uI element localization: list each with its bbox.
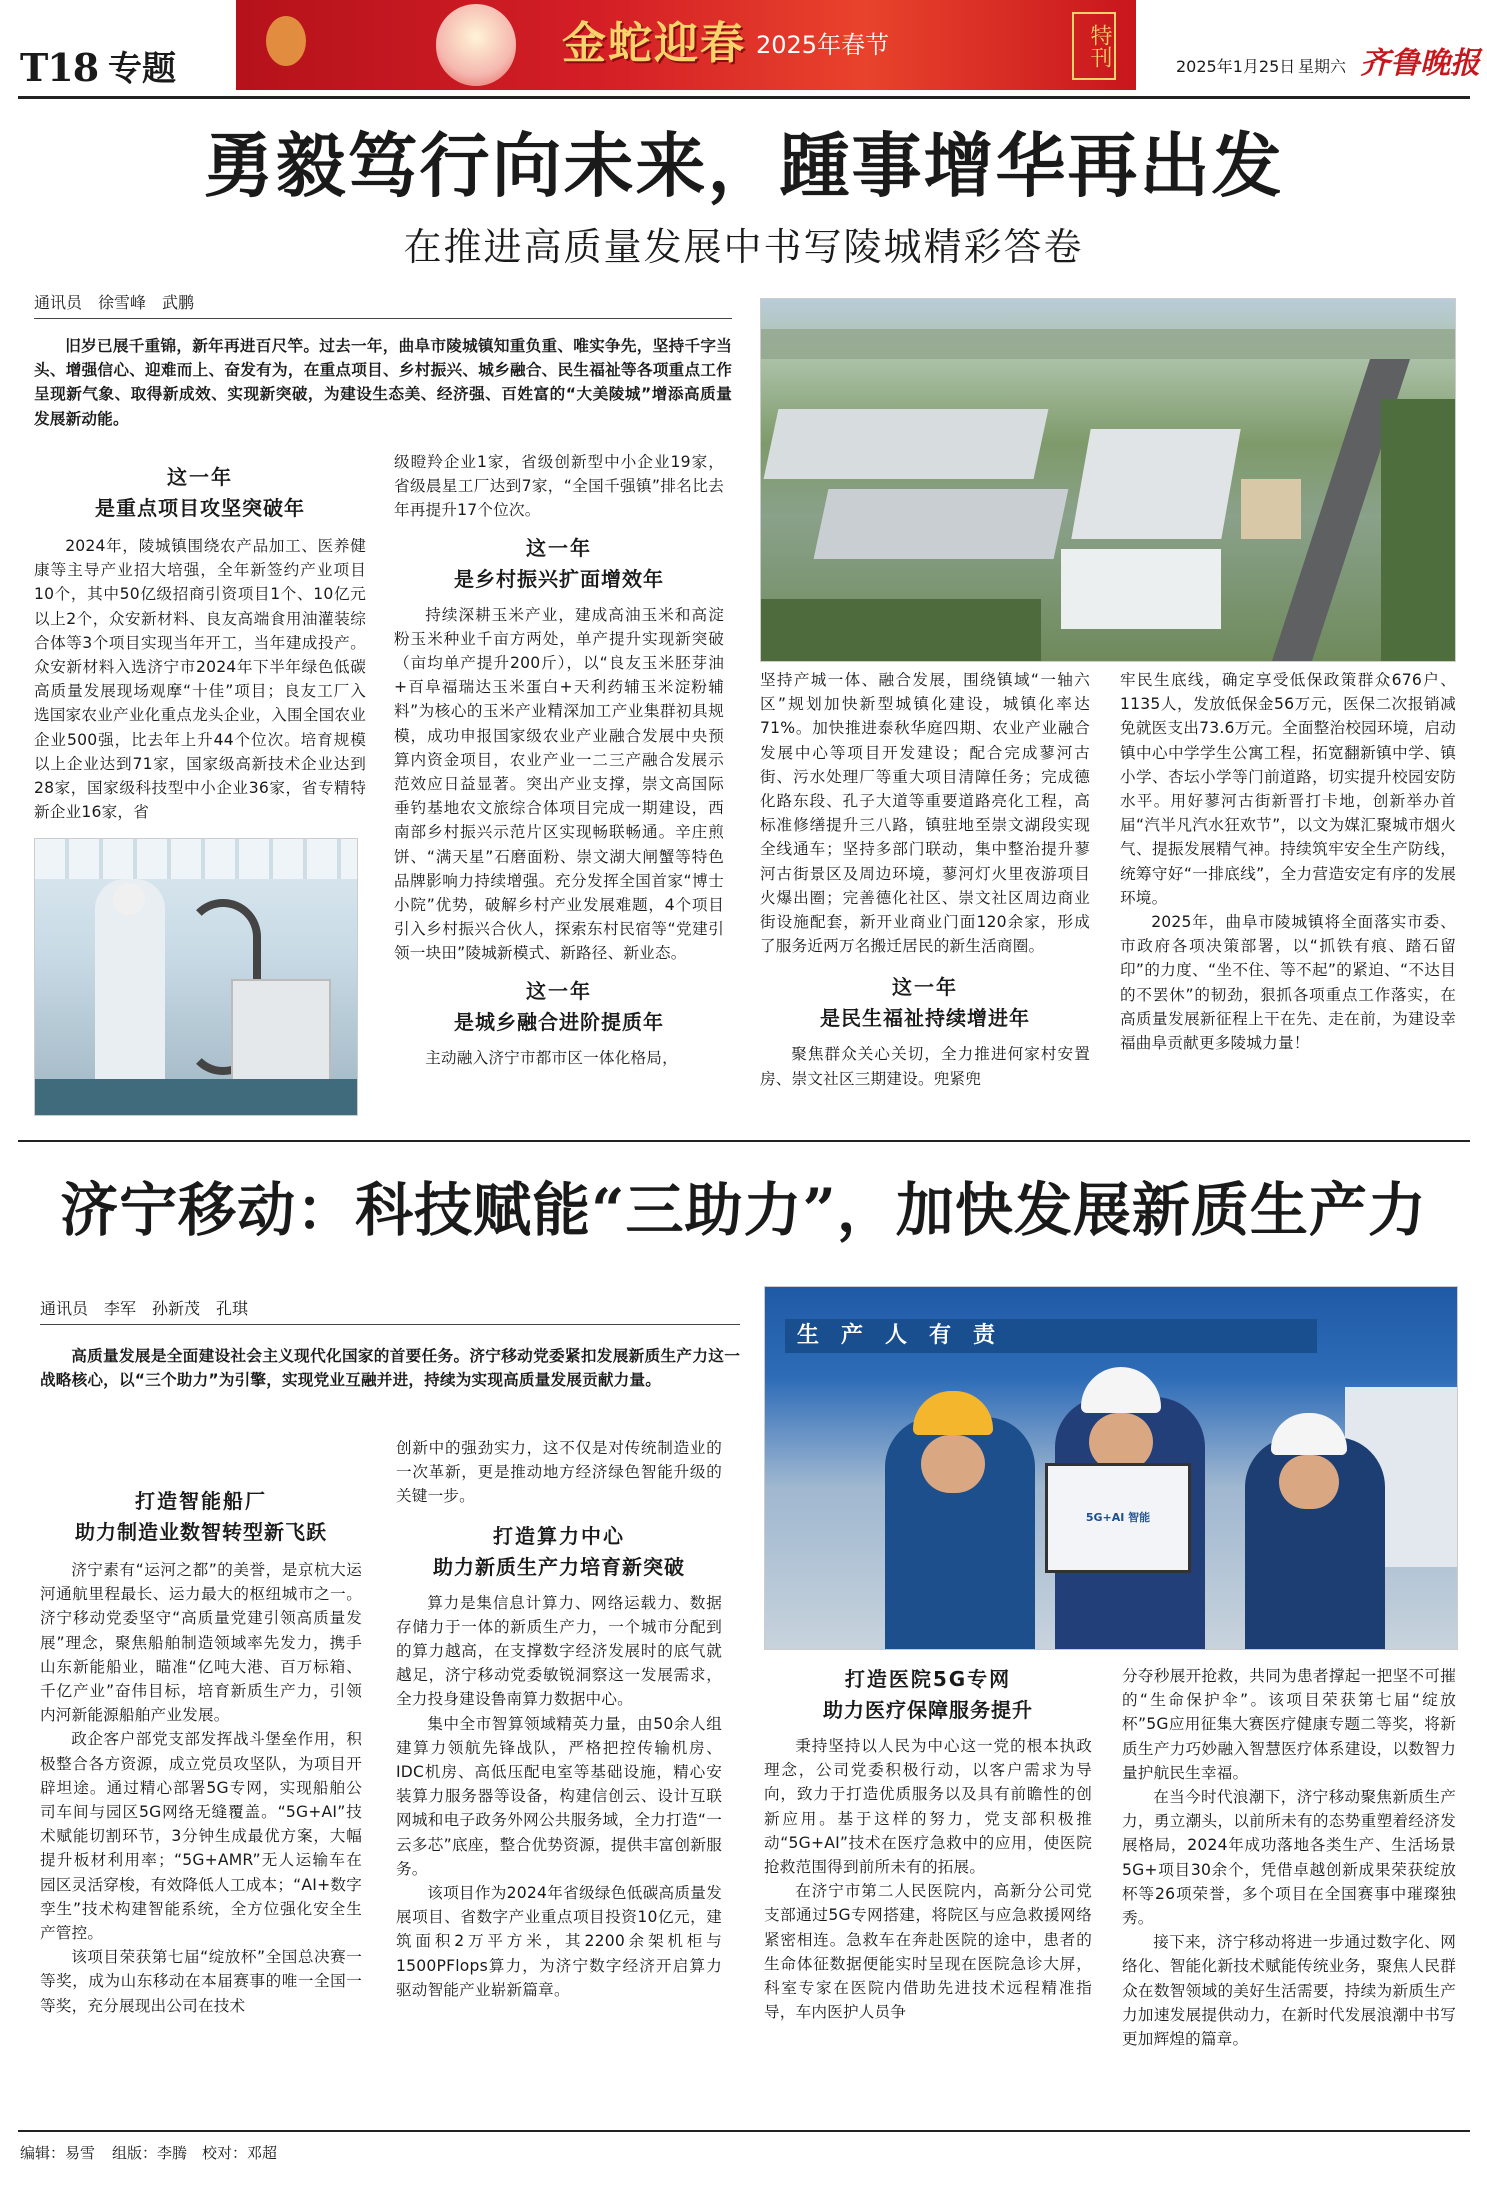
a1-s3-title: 是城乡融合进阶提质年 (454, 1009, 664, 1034)
laptop-screen: 5G+AI 智能 (1045, 1463, 1191, 1573)
a1-s1-title: 是重点项目攻坚突破年 (95, 496, 305, 520)
shipyard-engineers-photo (764, 1286, 1458, 1650)
section-name: 专题 (108, 49, 176, 89)
footer-editor: 编辑：易雪 (20, 2144, 96, 2162)
article1-headline: 勇毅笃行向未来，踵事增华再出发 (203, 124, 1284, 207)
banner-subtitle: 2025年春节 (756, 31, 890, 59)
a1-s2-title: 是乡村振兴扩面增效年 (454, 566, 664, 591)
a2-s1-body2: 政企客户部党支部发挥战斗堡垒作用，积极整合各方资源，成立党员攻坚队，为项目开辟坦途。通过精心部署5G专网，实现船舶公司车间与园区5G网络无缝覆盖。“5G+AI”技术赋能切割环节，3分钟生成最优方案，大幅提升板材利用率；“5G+AMR”无人运输车在园区灵活穿梭，有效降低人工成本；“AI+数字孪生”技术构建智能系统，全方位强化安全生产管控。 (40, 1730, 362, 1943)
snake-mascot-icon (436, 4, 516, 86)
a2-s3-body1: 秉持坚持以人民为中心这一党的根本执政理念，公司党委积极行动，以客户需求为导向，致力于打造优质服务以及具有前瞻性的创新应用。基于这样的努力，党支部积极推动“5G+AI”技术在医疗急救中的应用，使医院抢救范围得到前所未有的拓展。 (764, 1737, 1092, 1877)
a2-col4-body2: 在当今时代浪潮下，济宁移动聚焦新质生产力，勇立潮头，以前所未有的态势重塑着经济发展格局，2024年成功落地各类生产、生活场景5G+项目30余个，凭借卓越创新成果荣获绽放杯等26项荣誉，多个项目在全国赛事中璀璨独秀。 (1122, 1788, 1456, 1928)
a1-col3-body: 坚持产城一体、融合发展，围绕镇域“一轴六区”规划加快新型城镇化建设，城镇化率达71%。加快推进泰秋华庭四期、农业产业融合发展中心等项目开发建设；配合完成蓼河古街、污水处理厂等重大项目清障任务；完成德化路东段、孔子大道等重要道路亮化工程，高标准修缮提升三八路，镇驻地至崇文湖段实现全线通车；坚持多部门联动，集中整治提升蓼河古街景区及周边环境，蓼河灯火里夜游项目火爆出圈；完善德化社区、崇文社区周边商业街设施配套，新开业商业门面120余家，形成了服务近两万名搬迁居民的新生活商圈。 (760, 671, 1090, 956)
a2-s3-body2: 在济宁市第二人民医院内，高新分公司党支部通过5G专网搭建，将院区与应急救援网络紧密相连。急救车在奔赴医院的途中，患者的生命体征数据便能实时呈现在医院急诊大屏，科室专家在医院内借助先进技术远程精准指导，车内医护人员争 (764, 1882, 1092, 2022)
mid-rule (18, 1140, 1470, 1142)
a2-col4 (1122, 1664, 1456, 2051)
factory-worker-photo (34, 838, 358, 1116)
a1-s4-body: 聚焦群众关心关切，全力推进何家村安置房、崇文社区三期建设。兜紧兜 (760, 1045, 1090, 1088)
article2-byline: 通讯员 李军 孙新茂 孔琪 (40, 1298, 740, 1325)
article1-byline: 通讯员 徐雪峰 武鹏 (34, 292, 732, 319)
a2-col1 (40, 1486, 362, 2018)
a1-col4-closing: 2025年，曲阜市陵城镇将全面落实市委、市政府各项决策部署，以“抓铁有痕、踏石留印”的力度、“坐不住、等不起”的紧迫、“不达目的不罢休”的韧劲，狠抓各项重点工作落实，在高质量发展新征程上干在先、走在前，为建设幸福曲阜贡献更多陵城力量！ (1120, 913, 1456, 1053)
a2-col4-body1: 分夺秒展开抢救，共同为患者撑起一把坚不可摧的“生命保护伞”。该项目荣获第七届“绽放杯”5G应用征集大赛医疗健康专题二等奖，将新质生产力巧妙融入智慧医疗体系建设，以数智力量护航民生幸福。 (1122, 1667, 1456, 1782)
a1-s3-kicker: 这一年 (526, 978, 592, 1003)
a1-col4 (1120, 668, 1456, 1055)
a2-s2-body3: 该项目作为2024年省级绿色低碳高质量发展项目、省数字产业重点项目投资10亿元，建筑面积2万平方米，其2200余架机柜与1500PFlops算力，为济宁数字经济开启算力驱动智能产业崭新篇章。 (396, 1884, 722, 1999)
issue-weekday: 星期六 (1298, 57, 1347, 76)
hard-hat-right-icon (1271, 1413, 1347, 1455)
a1-s2-kicker: 这一年 (526, 535, 592, 560)
a2-col4-body3: 接下来，济宁移动将进一步通过数字化、网络化、智能化新技术赋能传统业务，聚焦人民群众在数智领域的美好生活需要，持续为新质生产力加速发展提供动力，在新时代发展浪潮中书写更加辉煌的篇章。 (1122, 1933, 1456, 2049)
article1-lead: 旧岁已展千重锦，新年再进百尺竿。过去一年，曲阜市陵城镇知重负重、唯实争先，坚持千字当头、增强信心、迎难而上、奋发有为，在重点项目、乡村振兴、城乡融合、民生福祉等各项重点工作呈现新气象、取得新成效、实现新突破，为建设生态美、经济强、百姓富的“大美陵城”增添高质量发展新动能。 (34, 337, 732, 428)
a2-s1-body1: 济宁素有“运河之都”的美誉，是京杭大运河通航里程最长、运力最大的枢纽城市之一。济宁移动党委坚守“高质量党建引领高质量发展”理念，聚焦船舶制造领域率先发力，携手山东新能船业，瞄准“亿吨大港、百万标箱、千亿产业”奋伟目标，培育新质生产力，引领内河新能源船舶产业发展。 (40, 1561, 362, 1725)
a2-s3-title: 助力医疗保障服务提升 (823, 1698, 1033, 1722)
a2-col2-continued: 创新中的强劲实力，这不仅是对传统制造业的一次革新，更是推动地方经济绿色智能升级的关键一步。 (396, 1439, 722, 1506)
a1-s4-title: 是民生福祉持续增进年 (820, 1006, 1030, 1031)
a2-s2-body1: 算力是集信息计算力、网络运载力、数据存储力于一体的新质生产力，一个城市分配到的算力越高，在支撑数字经济发展时的底气就越足，济宁移动党委敏锐洞察这一发展需求，全力投身建设鲁南算力数据中心。 (396, 1593, 722, 1709)
a1-col1 (34, 462, 366, 824)
a2-s1-body3: 该项目荣获第七届“绽放杯”全国总决赛一等奖，成为山东移动在本届赛事的唯一全国一等奖，充分展现出公司在技术 (40, 1948, 362, 2015)
a1-col3 (760, 668, 1090, 1091)
a1-s1-kicker: 这一年 (167, 465, 233, 489)
aerial-industrial-park-photo (760, 298, 1456, 662)
hard-hat-white-icon (1081, 1367, 1161, 1413)
a2-s3-kicker: 打造医院5G专网 (844, 1667, 1012, 1691)
a1-col2-continued: 级瞪羚企业1家，省级创新型中小企业19家，省级晨星工厂达到7家，“全国千强镇”排名比去年再提升17个位次。 (394, 453, 724, 520)
a2-col2 (396, 1436, 722, 2002)
banner-tag: 特刊 (1072, 12, 1116, 80)
footer-proof: 校对：邓超 (202, 2144, 278, 2162)
a2-s2-title: 助力新质生产力培育新突破 (433, 1554, 685, 1579)
header-rule (18, 96, 1470, 99)
footer-layout: 组版：李腾 (112, 2144, 188, 2162)
lantern-icon (266, 16, 306, 66)
article1-subhead: 在推进高质量发展中书写陵城精彩答卷 (403, 225, 1084, 269)
a2-s1-kicker: 打造智能船厂 (135, 1489, 267, 1513)
masthead-logo: 齐鲁晚报 (1360, 46, 1480, 81)
festival-banner (236, 0, 1136, 90)
a1-s1-body: 2024年，陵城镇围绕农产品加工、医养健康等主导产业招大培强，全年新签约产业项目10个，其中50亿级招商引资项目1个、10亿元以上2个，众安新材料、良友高端食用油灌装综合体等3个项目实现当年开工，当年建成投产。众安新材料入选济宁市2024年下半年绿色低碳高质量发展现场观摩“十佳”项目；良友工厂入选国家农业产业化重点龙头企业，入围全国农业企业500强，比去年上升44个位次。培育规模以上企业达到71家，国家级高新技术企业达到28家，国家级科技型中小企业36家，省专精特新企业16家，省 (34, 537, 366, 822)
footer-rule (18, 2130, 1470, 2132)
a2-s2-body2: 集中全市智算领域精英力量，由50余人组建算力领航先锋战队，严格把控传输机房、IDC机房、高低压配电室等基础设施，精心安装算力服务器等设备，构建信创云、设计互联网城和电子政务外网公共服务域，全力打造“一云多芯”底座，整合优势资源，提供丰富创新服务。 (396, 1714, 722, 1878)
article2-headline: 济宁移动：科技赋能“三助力”，加快发展新质生产力 (60, 1176, 1427, 1244)
a1-s2-body: 持续深耕玉米产业，建成高油玉米和高淀粉玉米种业千亩方两处，单产提升实现新突破（亩均单产提升200斤），以“良友玉米胚芽油+百阜福瑞达玉米蛋白+天利药辅玉米淀粉辅料”为核心的玉米产业精深加工产业集群初具规模，成功申报国家级农业产业融合发展中央预算内资金项目，农业产业一二三产融合发展示范效应日益显著。突出产业支撑，崇文高国际垂钓基地农文旅综合体项目完成一期建设，西南部乡村振兴示范片区实现畅联畅通。辛庄煎饼、“满天星”石磨面粉、崇文湖大闸蟹等特色品牌影响力持续增强。充分发挥全国首家“博士小院”优势，破解乡村产业发展难题，4个项目引入乡村振兴合伙人，探索东村民宿等“党建引领一块田”陵城新模式、新路径、新业态。 (394, 605, 724, 963)
a1-col2 (394, 450, 724, 1070)
issue-date: 2025年1月25日 (1176, 57, 1296, 76)
page-number: T18 (20, 45, 99, 90)
article2-lead: 高质量发展是全面建设社会主义现代化国家的首要任务。济宁移动党委紧扣发展新质生产力这一战略核心，以“三个助力”为引擎，实现党业互融并进，持续为实现高质量发展贡献力量。 (40, 1347, 740, 1390)
a2-col3 (764, 1664, 1092, 2024)
a2-s1-title: 助力制造业数智转型新飞跃 (75, 1520, 327, 1544)
a1-s4-kicker: 这一年 (892, 975, 958, 1000)
a2-s2-kicker: 打造算力中心 (493, 1523, 625, 1548)
a1-col4-body: 牢民生底线，确定享受低保政策群众676户、1135人，发放低保金56万元，医保二次报销减免就医支出73.6万元。全面整治校园环境，启动镇中心中学学生公寓工程，拓宽翻新镇中学、镇小学、杏坛小学等门前道路，切实提升校园安防水平。用好蓼河古街新晋打卡地，创新举办首届“汽半凡汽水狂欢节”，以文为媒汇聚城市烟火气、提振发展精气神。持续筑牢安全生产防线，统筹守好“一排底线”，全力营造安定有序的发展环境。 (1120, 671, 1456, 907)
a1-s3-body: 主动融入济宁市都市区一体化格局， (425, 1048, 678, 1067)
hard-hat-yellow-icon (913, 1391, 993, 1435)
banner-title: 金蛇迎春 (562, 18, 746, 69)
shipyard-banner-text: 生 产 人 有 责 (785, 1319, 1317, 1353)
